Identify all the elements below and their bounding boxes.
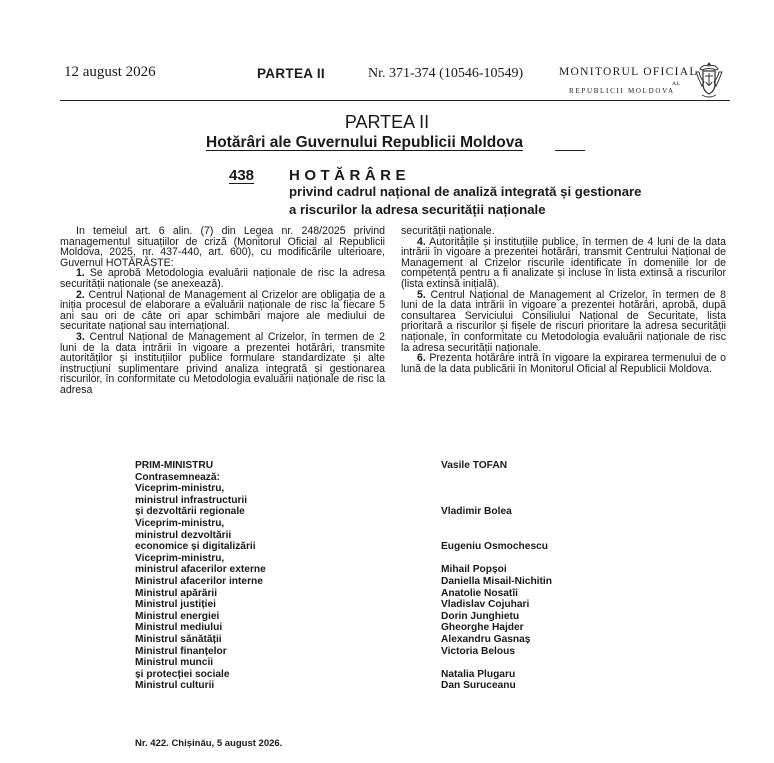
decision-subtitle-line2: a riscurilor la adresa securității naționale (289, 202, 546, 217)
header-rule (60, 100, 730, 101)
part-title: PARTEA II (344, 112, 430, 132)
signatory-role: Ministrul afacerilor interne (135, 575, 263, 587)
signatory-role: Viceprim-ministru, (135, 552, 225, 564)
article-3: 3. Centrul Național de Management al Crizelor, în termen de 2 luni de la data intrării în vigoare a prezentei hotărâri, transmite autorităților și instituțiilor publice formulare standardizate și alte instrucțiuni suplimentare privind analiza integrată și gestionarea riscurilor, în conformitate cu Metodologia evaluării naționale de risc la adresa (60, 330, 385, 396)
article-number: 1. (76, 267, 85, 280)
article-1: 1. Se aprobă Metodologia evaluării naționale de risc la adresa securității naționale (se anexează). (60, 267, 385, 290)
signatory-name: Eugeniu Osmochescu (441, 541, 548, 553)
article-3-continued: securității naționale. (401, 225, 495, 237)
signatory-name: Natalia Plugaru (441, 668, 516, 680)
signatory-role: PRIM-MINISTRU (135, 460, 214, 471)
article-number: 5. (417, 288, 426, 301)
preamble: În temeiul art. 6 alin. (7) din Legea nr. 248/2025 privind managementul situațiilor de criză (Monitorul Oficial al Republicii Moldova, 2025, nr. 437-440, art. 600), cu modificările ulterioare, Guvernul HOTĂRĂȘTE: (60, 226, 385, 269)
article-4: 4. Autoritățile și instituțiile publice, în termen de 4 luni de la data intrării în vigoare a prezentei hotărâri, transmit Centrului Național de Management al Crizelor riscurile identificate în domeniile lor de competență pentru a fi analizate și incluse în lista extinsă a riscurilor (lista extinsă inițială). (401, 235, 726, 290)
signatory-name: Dan Suruceanu (441, 680, 516, 692)
signatory-name: Gheorghe Hajder (441, 622, 524, 634)
signatory-name: Vladimir Bolea (441, 506, 512, 518)
signatory-role: Ministrul justiției (135, 599, 216, 611)
signatory-role: Ministrul apărării (135, 587, 218, 599)
signatory-role: Ministrul culturii (135, 680, 215, 692)
journal-title: MONITORUL OFICIAL (559, 66, 698, 78)
signatory-role: Ministrul energiei (135, 610, 220, 622)
decision-number: 438 (229, 167, 255, 184)
decision-footer: Nr. 422. Chișinău, 5 august 2026. (135, 738, 283, 749)
signatory-role: Contrasemnează: (135, 471, 220, 483)
header-date: 12 august 2026 (64, 64, 156, 80)
header-part: PARTEA II (257, 66, 325, 81)
signatory-role: Viceprim-ministru, (135, 483, 225, 495)
signatory-role: economice și digitalizării (135, 541, 256, 553)
signatory-name: Dorin Junghietu (441, 610, 520, 622)
signatory-role: și protecției sociale (135, 668, 230, 680)
article-2: 2. Centrul Național de Management al Crizelor are obligația de a iniția procesul de elaborare a evaluării naționale de risc la fiecare 5 ani sau ori de câte ori apar schimbări majore ale mediului de securitate național sau internațional. (60, 288, 385, 333)
signatory-name: Alexandru Gasnaș (441, 633, 531, 645)
header-issue-number: Nr. 371-374 (10546-10549) (368, 66, 524, 81)
body-column-right (401, 226, 726, 374)
signatory-name: Mihail Popșoi (441, 564, 507, 576)
article-6: 6. Prezenta hotărâre intră în vigoare la expirarea termenului de o lună de la data publicării în Monitorul Oficial al Republicii Moldova. (401, 352, 726, 375)
signatory-role: Ministrul muncii (135, 657, 214, 669)
article-number: 2. (76, 288, 85, 301)
signatory-role: ministrul infrastructurii (135, 494, 248, 506)
signatory-name: Anatolie Nosatîi (441, 587, 518, 599)
body-column-left (60, 226, 385, 454)
signatory-name: Vladislav Cojuhari (441, 599, 530, 611)
signatory-role: Viceprim-ministru, (135, 517, 225, 529)
signatory-name: Vasile TOFAN (441, 460, 508, 471)
section-title-underline (555, 150, 585, 151)
moldova-coat-of-arms-icon (694, 60, 724, 100)
decision-kind: HOTĂRÂRE (289, 167, 410, 184)
decision-subtitle-line1: privind cadrul național de analiză integrată și gestionare (289, 184, 642, 199)
article-5: 5. Centrul Național de Management al Crizelor, în termen de 8 luni de la data intrării în vigoare a prezentei hotărâri, aprobă, după consultarea Serviciului Consiliului Național de Securitate, lista prioritară a riscurilor și fișele de riscuri prioritare la adresa securității naționale, în conformitate cu Metodologia evaluării naționale de risc la adresa securității naționale. (401, 288, 726, 354)
signatory-role: ministrul afacerilor externe (135, 564, 266, 576)
journal-title-al: AL (672, 81, 681, 87)
signatory-role: și dezvoltării regionale (135, 506, 245, 518)
article-number: 3. (76, 330, 85, 343)
section-title: Hotărâri ale Guvernului Republicii Moldova (206, 134, 523, 151)
signatory-name: Victoria Belous (441, 645, 515, 657)
signatory-role: Ministrul sănătății (135, 633, 222, 645)
article-number: 6. (417, 352, 426, 365)
signatory-name: Daniella Misail-Nichitin (441, 575, 552, 587)
signatory-role: Ministrul mediului (135, 622, 223, 634)
article-number: 4. (417, 235, 426, 248)
signatory-role: Ministrul finanțelor (135, 645, 227, 657)
signatory-role: ministrul dezvoltării (135, 529, 232, 541)
journal-subtitle: REPUBLICII MOLDOVA (569, 87, 675, 95)
